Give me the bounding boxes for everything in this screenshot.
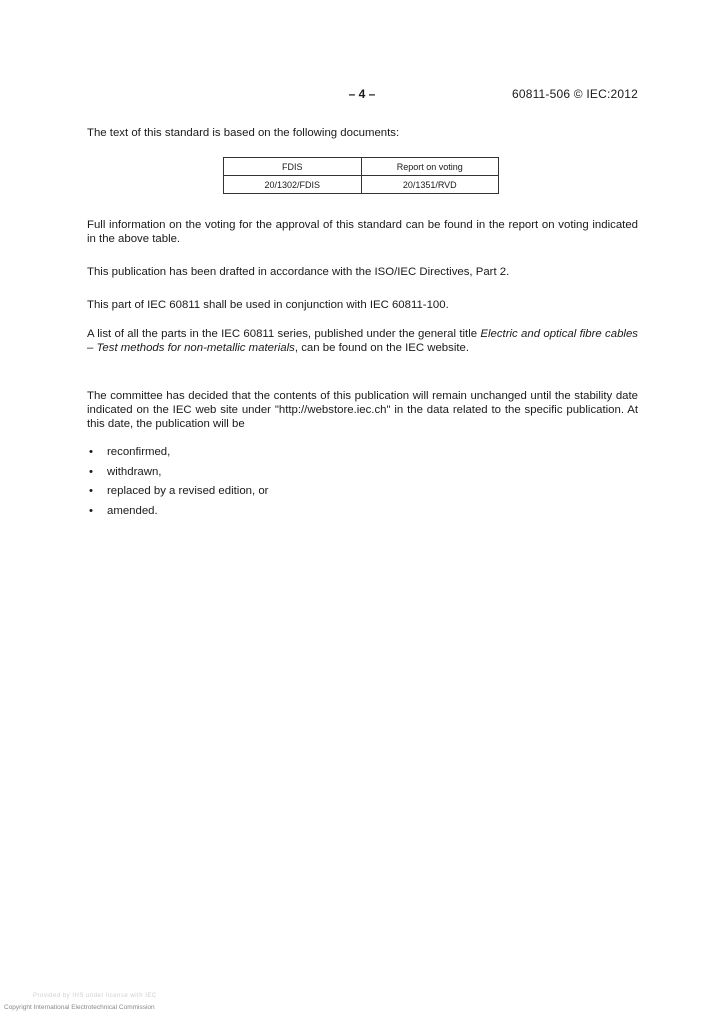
list-item: [87, 463, 268, 483]
outcome-list: [87, 443, 268, 521]
table-header-row: [224, 158, 499, 176]
list-item-text: replaced by a revised edition, or: [107, 485, 269, 497]
conjunction-paragraph: This part of IEC 60811 shall be used in conjunction with IEC 60811-100.: [87, 299, 449, 311]
committee-paragraph: The committee has decided that the contents of this publication will remain unchanged until the stability date indicated on the IEC web site under "http://webstore.iec.ch" in the data related to the specific publication. At this date, the publication will be: [87, 390, 638, 430]
directives-paragraph: This publication has been drafted in accordance with the ISO/IEC Directives, Part 2.: [87, 266, 510, 278]
list-item-text: amended.: [107, 504, 158, 517]
table-cell: 20/1302/FDIS: [224, 176, 362, 194]
bullet-icon: •: [89, 504, 93, 517]
series-text-end: , can be found on the IEC website.: [294, 342, 470, 354]
list-item: [87, 482, 268, 502]
table-cell: 20/1351/RVD: [361, 176, 499, 194]
table-header-cell: Report on voting: [361, 158, 499, 176]
copyright-footer: Copyright International Electrotechnical Commission: [4, 1004, 155, 1011]
intro-paragraph: The text of this standard is based on the following documents:: [87, 127, 400, 139]
documents-table: [223, 157, 499, 194]
bullet-icon: •: [89, 485, 93, 497]
series-general-title: Electric and optical fibre cables – Test methods for non-metallic materials: [87, 328, 638, 354]
license-footer: Provided by IHS under license with IEC: [33, 993, 157, 999]
page-number: – 4 –: [348, 87, 376, 101]
series-text-start: A list of all the parts in the IEC 60811 series, published under the general title: [87, 328, 481, 340]
bullet-icon: •: [89, 465, 93, 478]
list-item-text: reconfirmed,: [107, 446, 171, 458]
standard-reference: 60811-506 © IEC:2012: [511, 87, 638, 101]
voting-info-paragraph: Full information on the voting for the approval of this standard can be found in the report on voting indicated in the above table.: [87, 219, 638, 245]
list-item: [87, 443, 268, 463]
list-item: [87, 502, 268, 522]
table-row: [224, 176, 499, 194]
bullet-icon: •: [89, 446, 93, 458]
series-paragraph: [87, 327, 638, 355]
list-item-text: withdrawn,: [107, 465, 162, 478]
table-header-cell: FDIS: [224, 158, 362, 176]
